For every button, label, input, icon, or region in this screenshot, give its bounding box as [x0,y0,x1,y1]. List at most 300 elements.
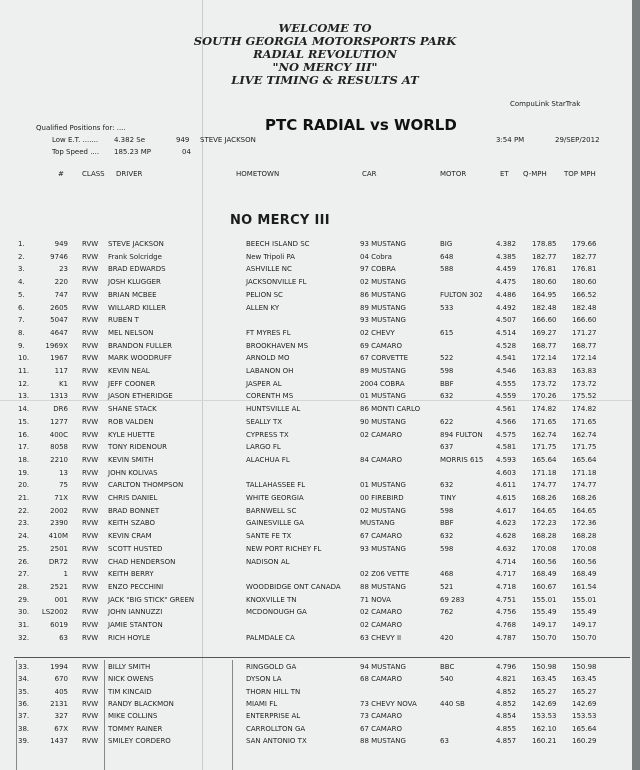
et-cell: 4.492 [496,303,517,312]
hometown-cell: New Tripoli PA [246,252,295,261]
motor-cell: BBF [440,519,454,528]
hometown-cell: NEW PORT RICHEY FL [246,544,322,553]
driver-cell: BILLY SMITH [108,663,151,671]
motor-cell: 632 [440,392,454,401]
table-row [0,725,632,736]
driver-cell: STEVE JACKSON [108,240,164,248]
car-cell: 90 MUSTANG [360,417,406,426]
motor-cell: 588 [440,265,454,274]
position-cell: 17. [18,443,30,452]
class-cell: RVW [82,265,99,274]
table-row [0,380,632,391]
hometown-cell: JACKSONVILLE FL [246,278,307,287]
motor-cell: 894 FULTON [440,430,483,439]
driver-cell: KEITH BERRY [108,570,154,579]
qualifying-mph-cell: 171.75 [532,443,557,452]
position-cell: 28. [18,582,30,591]
class-cell: RVW [82,341,99,350]
hometown-cell: CORENTH MS [246,392,294,401]
motor-cell: 637 [440,443,454,452]
et-cell: 4.603 [496,468,517,477]
top-mph-cell: 155.49 [572,608,597,617]
position-cell: 10. [18,354,30,363]
et-cell: 4.486 [496,290,517,299]
et-cell: 4.541 [496,354,517,363]
car-cell: 67 CORVETTE [360,354,409,363]
et-cell: 4.714 [496,557,517,566]
top-mph-cell: 149.17 [572,621,597,629]
class-cell: RVW [82,354,99,363]
car-cell: 89 MUSTANG [360,367,406,375]
car-cell: 02 MUSTANG [360,278,406,287]
top-mph-cell: 153.53 [572,712,597,721]
class-cell: RVW [82,712,99,721]
top-mph-cell: 165.27 [572,687,597,696]
qualifying-mph-cell: 160.67 [532,582,557,591]
class-cell: RVW [82,379,99,388]
hometown-cell: BROOKHAVEN MS [246,341,309,350]
qualifying-mph-cell: 163.83 [532,367,557,375]
qualifying-mph-cell: 165.64 [532,455,557,464]
qualifying-mph-cell: 176.81 [532,265,557,274]
qualifying-mph-cell: 155.49 [532,608,557,617]
class-cell: RVW [82,532,99,541]
position-cell: 32. [18,633,30,642]
table-row [0,675,632,686]
position-cell: 20. [18,481,30,490]
column-header-driver: DRIVER [116,170,143,178]
car-cell: 88 MUSTANG [360,736,406,745]
class-cell: RVW [82,570,99,579]
table-row [0,304,632,315]
driver-cell: SCOTT HUSTED [108,544,163,553]
qualifying-mph-cell: 160.21 [532,736,557,745]
car-cell: 02 CHEVY [360,328,395,337]
driver-cell: JAMIE STANTON [108,621,163,629]
qualifying-mph-cell: 155.01 [532,595,557,604]
car-cell: 86 MONTI CARLO [360,405,421,414]
car-cell: 02 MUSTANG [360,506,406,515]
et-cell: 4.717 [496,570,517,579]
car-cell: 04 Cobra [360,252,392,261]
top-mph-cell: 174.77 [572,481,597,490]
class-cell: RVW [82,582,99,591]
motor-cell: 440 SB [440,699,465,708]
qualifying-mph-cell: 174.77 [532,481,557,490]
qualifying-mph-cell: 168.77 [532,341,557,350]
car-number-cell: 1969X [45,341,68,350]
position-cell: 8. [18,328,25,337]
hometown-cell: BEECH ISLAND SC [246,240,310,248]
motor-cell: BIG [440,240,453,248]
position-cell: 34. [18,675,30,684]
car-number-cell: 2390 [50,519,68,528]
position-cell: 25. [18,544,30,553]
hometown-cell: HUNTSVILLE AL [246,405,301,414]
hometown-cell: THORN HILL TN [246,687,301,696]
qualifying-mph-cell: 182.48 [532,303,557,312]
driver-cell: MARK WOODRUFF [108,354,172,363]
class-cell: RVW [82,430,99,439]
et-cell: 4.555 [496,379,517,388]
position-cell: 16. [18,430,30,439]
position-cell: 7. [18,316,25,325]
qualifying-mph-cell: 182.77 [532,252,557,261]
low-et-label: Low E.T. ....... [52,136,99,144]
class-cell: RVW [82,417,99,426]
table-border-driver [104,660,105,770]
position-cell: 4. [18,278,25,287]
motor-cell: 63 [440,736,449,745]
hometown-cell: ENTERPRISE AL [246,712,301,721]
car-number-cell: 1967 [50,354,68,363]
hometown-cell: RINGGOLD GA [246,663,297,671]
car-cell: 93 MUSTANG [360,240,406,248]
driver-cell: NICK OWENS [108,675,154,684]
column-header-number: # [58,170,64,178]
driver-cell: Frank Solcridge [108,252,162,261]
class-cell: RVW [82,468,99,477]
top-mph-cell: 182.77 [572,252,597,261]
top-mph-cell: 168.77 [572,341,597,350]
car-number-cell: DR72 [48,557,68,566]
table-row [0,583,632,594]
top-mph-cell: 163.83 [572,367,597,375]
car-cell: 68 CAMARO [360,675,403,684]
car-number-cell: 75 [59,481,68,490]
car-number-cell: 117 [54,367,68,375]
table-row [0,570,632,581]
qualifying-mph-cell: 173.72 [532,379,557,388]
driver-cell: TOMMY RAINER [108,724,163,733]
driver-cell: KEVIN CRAM [108,532,152,541]
motor-cell: 521 [440,582,454,591]
car-cell: 73 CHEVY NOVA [360,699,417,708]
qualifying-mph-cell: 163.45 [532,675,557,684]
driver-cell: JOHN KOLIVAS [108,468,158,477]
low-et-value: 4.382 Se [114,136,146,144]
position-cell: 15. [18,417,30,426]
driver-cell: ROB VALDEN [108,417,154,426]
top-mph-cell: 173.72 [572,379,597,388]
position-cell: 24. [18,532,30,541]
low-et-driver: STEVE JACKSON [200,136,256,144]
driver-cell: MIKE COLLINS [108,712,158,721]
qualifying-mph-cell: 168.26 [532,494,557,502]
driver-cell: SHANE STACK [108,405,157,414]
print-date: 29/SEP/2012 [555,136,600,144]
top-mph-cell: 150.70 [572,633,597,642]
car-number-cell: 2605 [50,303,68,312]
car-number-cell: 67X [54,724,68,733]
car-cell: 02 Z06 VETTE [360,570,410,579]
qualifying-mph-cell: 142.69 [532,699,557,708]
table-row [0,316,632,327]
position-cell: 35. [18,687,30,696]
qualifying-mph-cell: 162.74 [532,430,557,439]
class-cell: RVW [82,303,99,312]
hometown-cell: NADISON AL [246,557,290,566]
top-mph-cell: 164.65 [572,506,597,515]
hometown-cell: PALMDALE CA [246,633,295,642]
driver-cell: TIM KINCAID [108,687,152,696]
driver-cell: WILLARD KILLER [108,303,166,312]
hometown-cell: LABANON OH [246,367,294,375]
car-cell: 02 CAMARO [360,430,403,439]
table-row [0,737,632,748]
hometown-cell: PELION SC [246,290,283,299]
top-mph-cell: 182.48 [572,303,597,312]
top-mph-cell: 166.60 [572,316,597,325]
column-header-topmph: TOP MPH [564,170,596,178]
hometown-cell: JASPER AL [246,379,282,388]
car-number-cell: 405 [54,687,68,696]
et-cell: 4.787 [496,633,517,642]
motor-cell: 598 [440,544,454,553]
car-cell: 88 MUSTANG [360,582,406,591]
car-cell: 67 CAMARO [360,532,403,541]
table-row [0,443,632,454]
qualifying-mph-cell: 150.98 [532,663,557,671]
position-cell: 22. [18,506,30,515]
car-number-cell: 2131 [50,699,68,708]
driver-cell: BRIAN MCBEE [108,290,157,299]
et-cell: 4.628 [496,532,517,541]
top-mph-cell: 180.60 [572,278,597,287]
class-cell: RVW [82,699,99,708]
position-cell: 36. [18,699,30,708]
table-row [0,329,632,340]
et-cell: 4.514 [496,328,517,337]
motor-cell: 69 283 [440,595,465,604]
et-cell: 4.559 [496,392,517,401]
driver-cell: KEITH SZABO [108,519,156,528]
hometown-cell: KNOXVILLE TN [246,595,297,604]
class-cell: RVW [82,544,99,553]
car-number-cell: 747 [54,290,68,299]
et-cell: 4.718 [496,582,517,591]
table-row [0,663,632,674]
position-cell: 33. [18,663,30,671]
position-cell: 26. [18,557,30,566]
car-number-cell: 13 [59,468,68,477]
table-row [0,712,632,723]
car-number-cell: 8058 [50,443,68,452]
qualifying-mph-cell: 149.17 [532,621,557,629]
driver-cell: KEVIN SMITH [108,455,154,464]
et-cell: 4.857 [496,736,517,745]
column-header-motor: MOTOR [440,170,467,178]
class-cell: RVW [82,290,99,299]
hometown-cell: SANTE FE TX [246,532,292,541]
motor-cell: 522 [440,354,454,363]
car-number-cell: 4647 [50,328,68,337]
position-cell: 12. [18,379,30,388]
motor-cell: 632 [440,532,454,541]
motor-cell: MORRIS 615 [440,455,484,464]
driver-cell: BRANDON FULLER [108,341,173,350]
car-number-cell: 9746 [50,252,68,261]
motor-cell: 762 [440,608,454,617]
car-cell: 84 CAMARO [360,455,403,464]
motor-cell: 622 [440,417,454,426]
position-cell: 39. [18,736,30,745]
et-cell: 4.852 [496,687,517,696]
position-cell: 19. [18,468,30,477]
motor-cell: 533 [440,303,454,312]
et-cell: 4.561 [496,405,517,414]
compulink-label: CompuLink StarTrak [510,100,581,108]
et-cell: 4.615 [496,494,517,502]
car-number-cell: 71X [54,494,68,502]
top-speed-value: 185.23 MP [114,148,151,156]
top-mph-cell: 161.54 [572,582,597,591]
qualifying-mph-cell: 172.23 [532,519,557,528]
class-cell: RVW [82,687,99,696]
hometown-cell: TALLAHASSEE FL [246,481,306,490]
qualifying-mph-cell: 180.60 [532,278,557,287]
print-time: 3:54 PM [496,136,525,144]
top-mph-cell: 168.49 [572,570,597,579]
class-cell: RVW [82,506,99,515]
table-border-hometown [232,660,233,770]
class-cell: RVW [82,392,99,401]
table-row [0,405,632,416]
position-cell: 21. [18,494,30,502]
position-cell: 27. [18,570,30,579]
top-mph-cell: 160.56 [572,557,597,566]
hometown-cell: SAN ANTONIO TX [246,736,307,745]
driver-cell: SMILEY CORDERO [108,736,171,745]
car-number-cell: LS2002 [41,608,68,617]
table-row [0,519,632,530]
qualified-label: Qualified Positions for: .... [36,124,126,132]
et-cell: 4.546 [496,367,517,375]
hometown-cell: ARNOLD MO [246,354,290,363]
car-number-cell: 1277 [50,417,68,426]
top-mph-cell: 171.75 [572,443,597,452]
et-cell: 4.768 [496,621,517,629]
car-number-cell: 670 [54,675,68,684]
class-cell: RVW [82,328,99,337]
top-mph-cell: 171.18 [572,468,597,477]
class-cell: RVW [82,316,99,325]
header-line-5: LIVE TIMING & RESULTS AT [231,73,419,87]
table-row [0,494,632,505]
top-mph-cell: 162.74 [572,430,597,439]
table-row [0,392,632,403]
driver-cell: BRAD EDWARDS [108,265,166,274]
column-header-qmph: Q-MPH [523,170,547,178]
table-row [0,418,632,429]
position-cell: 37. [18,712,30,721]
motor-cell: FULTON 302 [440,290,483,299]
top-mph-cell: 174.82 [572,405,597,414]
car-cell: 67 CAMARO [360,724,403,733]
top-mph-cell: 179.66 [572,240,597,248]
car-number-cell: 63 [59,633,68,642]
car-number-cell: 327 [54,712,68,721]
motor-cell: 598 [440,506,454,515]
top-mph-cell: 171.65 [572,417,597,426]
et-cell: 4.632 [496,544,517,553]
position-cell: 31. [18,621,30,629]
driver-cell: JOSH KLUGGER [108,278,161,287]
qualifying-mph-cell: 171.65 [532,417,557,426]
qualifying-mph-cell: 170.08 [532,544,557,553]
et-cell: 4.751 [496,595,517,604]
class-cell: RVW [82,252,99,261]
motor-cell: 420 [440,633,454,642]
table-row [0,621,632,632]
car-cell: 93 MUSTANG [360,544,406,553]
column-header-class: CLASS [82,170,105,178]
car-cell: 89 MUSTANG [360,303,406,312]
table-row [0,456,632,467]
hometown-cell: ALACHUA FL [246,455,290,464]
driver-cell: BRAD BONNET [108,506,160,515]
class-cell: RVW [82,455,99,464]
car-number-cell: 6019 [50,621,68,629]
et-cell: 4.566 [496,417,517,426]
hometown-cell: ASHVILLE NC [246,265,292,274]
car-number-cell: 2521 [50,582,68,591]
qualifying-mph-cell: 178.85 [532,240,557,248]
position-cell: 11. [18,367,30,375]
hometown-cell: BARNWELL SC [246,506,297,515]
car-cell: 97 COBRA [360,265,396,274]
driver-cell: CARLTON THOMPSON [108,481,184,490]
class-cell: RVW [82,278,99,287]
qualifying-mph-cell: 160.56 [532,557,557,566]
hometown-cell: SEALLY TX [246,417,283,426]
qualifying-mph-cell: 164.65 [532,506,557,515]
position-cell: 6. [18,303,25,312]
car-number-cell: 400C [49,430,68,439]
table-row [0,342,632,353]
car-number-cell: 1994 [50,663,68,671]
table-row [0,481,632,492]
table-row [0,545,632,556]
driver-cell: RANDY BLACKMON [108,699,174,708]
car-number-cell: 001 [54,595,68,604]
top-mph-cell: 176.81 [572,265,597,274]
car-number-cell: 2210 [50,455,68,464]
table-row [0,558,632,569]
table-row [0,367,632,378]
et-cell: 4.617 [496,506,517,515]
table-row [0,700,632,711]
top-mph-cell: 150.98 [572,663,597,671]
class-cell: RVW [82,481,99,490]
qualifying-mph-cell: 162.10 [532,724,557,733]
driver-cell: CHAD HENDERSON [108,557,176,566]
car-number-cell: 410M [48,532,68,541]
et-cell: 4.756 [496,608,517,617]
class-cell: RVW [82,675,99,684]
car-number-cell: 23 [59,265,68,274]
class-cell: RVW [82,595,99,604]
qualifying-mph-cell: 168.49 [532,570,557,579]
driver-cell: RUBEN T [108,316,139,325]
car-number-cell: 1437 [50,736,68,745]
class-cell: RVW [82,633,99,642]
motor-cell: 598 [440,367,454,375]
et-cell: 4.821 [496,675,517,684]
table-row [0,608,632,619]
class-cell: RVW [82,724,99,733]
position-cell: 1. [18,240,25,248]
